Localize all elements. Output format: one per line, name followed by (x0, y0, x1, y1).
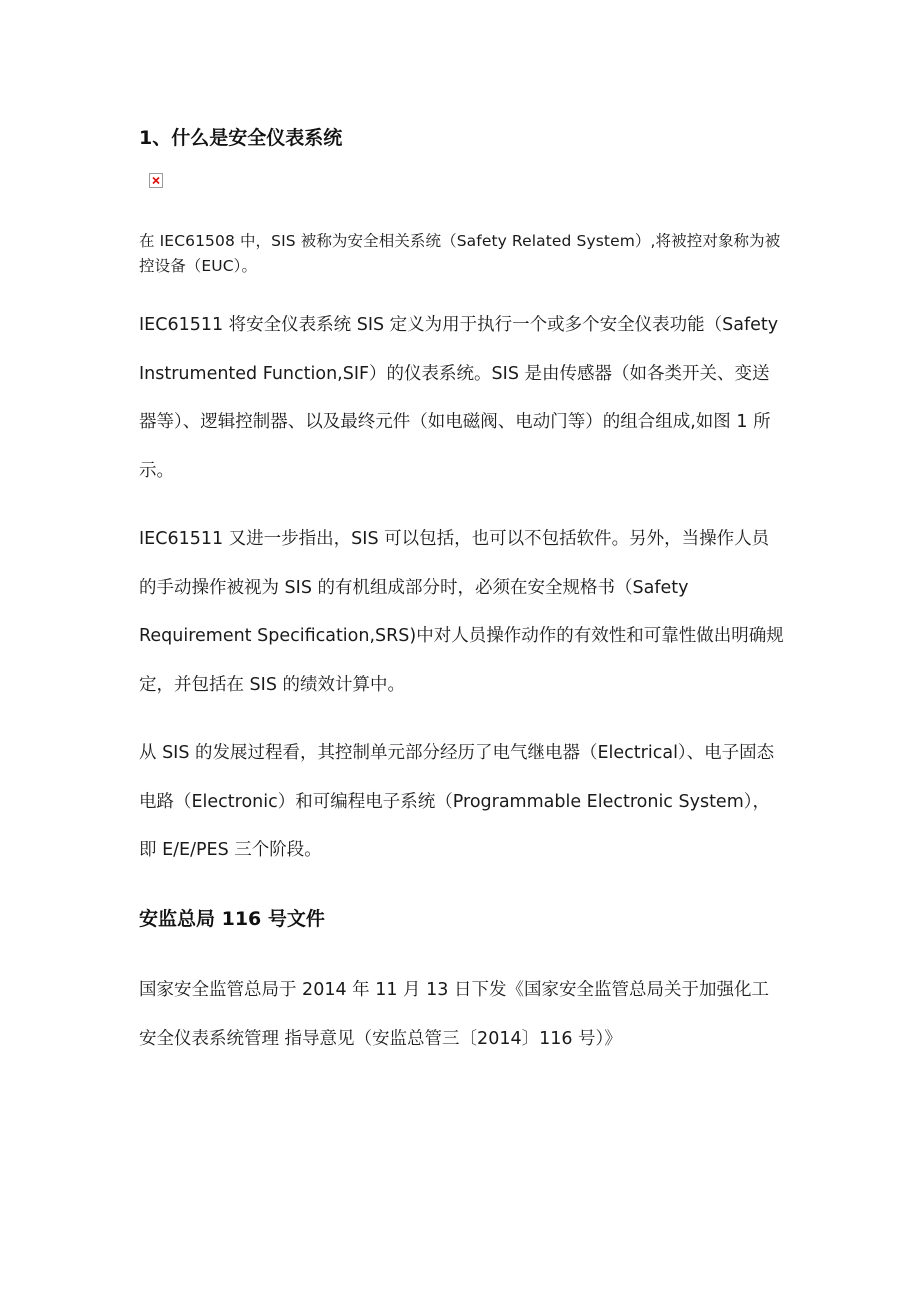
paragraph-iec61508: 在 IEC61508 中，SIS 被称为安全相关系统（Safety Related System）,将被控对象称为被控设备（EUC）。 (139, 232, 781, 275)
section-heading-116: 安监总局 116 号文件 (139, 908, 325, 930)
broken-image-icon (149, 173, 163, 188)
paragraph-iec61511-definition: IEC61511 将安全仪表系统 SIS 定义为用于执行一个或多个安全仪表功能（Safety Instrumented Function,SIF）的仪表系统。SIS 是由传感器（如各类开关、变送器等）、逻辑控制器、以及最终元件（如电磁阀、电动门等）的组合组成,如图 1 所示。 (139, 315, 779, 481)
paragraph-116-document: 国家安全监管总局于 2014 年 11 月 13 日下发《国家安全监管总局关于加强化工安全仪表系统管理 指导意见（安监总管三〔2014〕116 号）》 (139, 980, 769, 1049)
paragraph-iec61511-software: IEC61511 又进一步指出，SIS 可以包括，也可以不包括软件。另外，当操作人员的手动操作被视为 SIS 的有机组成部分时，必须在安全规格书（Safety Requirement Specification,SRS)中对人员操作动作的有效性和可靠性做出明确规定，并包括在 SIS 的绩效计算中。 (139, 529, 784, 695)
paragraph-sis-development: 从 SIS 的发展过程看，其控制单元部分经历了电气继电器（Electrical）、电子固态电路（Electronic）和可编程电子系统（Programmable Electronic System），即 E/E/PES 三个阶段。 (139, 743, 775, 860)
section-heading-sis: 1、什么是安全仪表系统 (139, 127, 343, 149)
